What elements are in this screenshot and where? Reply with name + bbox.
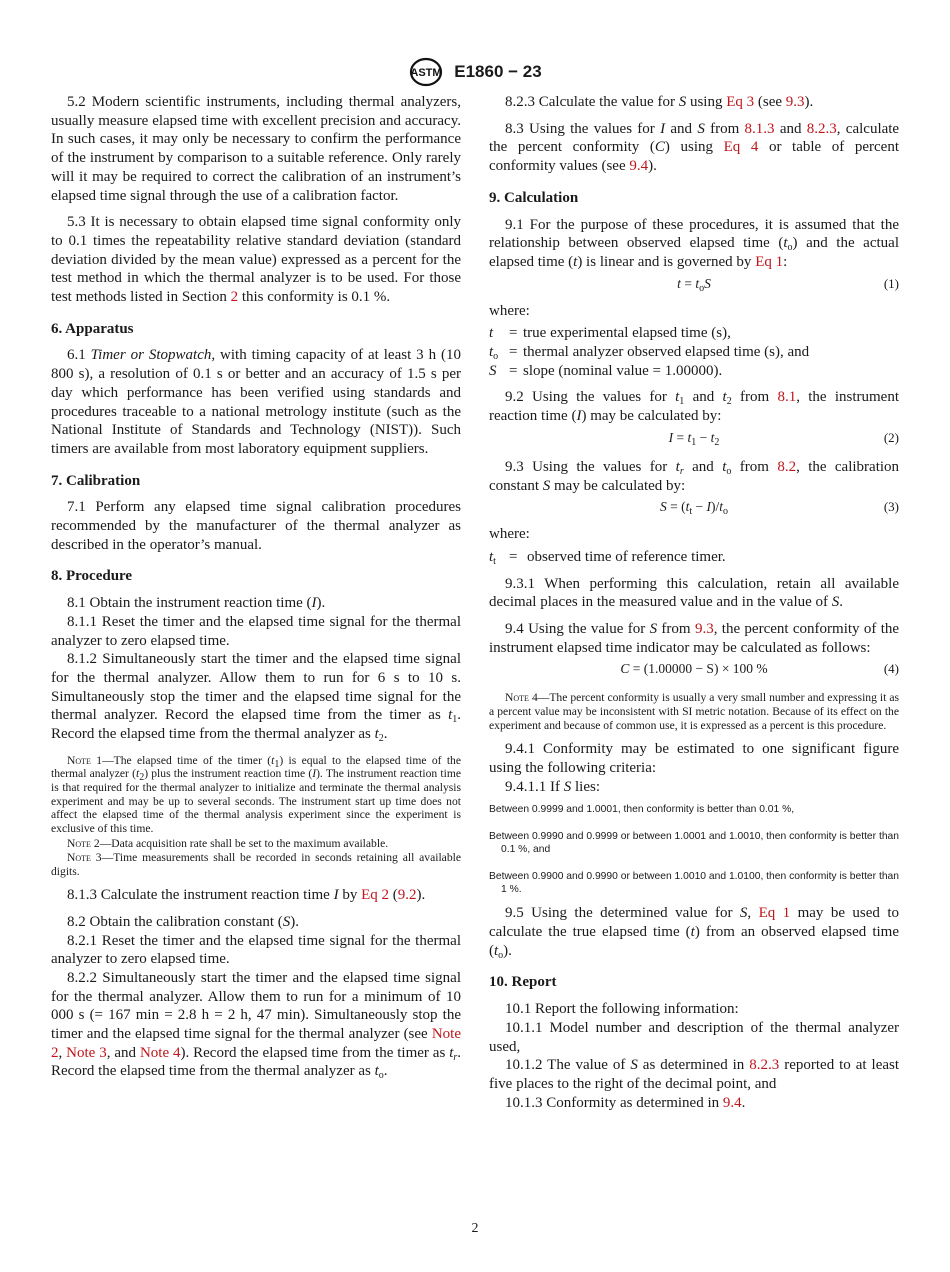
para-9-5: 9.5 Using the determined value for S, Eq 1 may be used to calculate the true elapsed time (t) from an observed elapsed time $(t_o)$. bbox=[489, 905, 899, 961]
para-8-1-3: 8.1.3 Calculate the instrument reaction time I by Eq 2 (9.2). bbox=[67, 887, 426, 904]
link-9-3b[interactable]: 9.3 bbox=[694, 621, 714, 638]
heading-report: 10. Report bbox=[489, 974, 557, 991]
where-label: where: bbox=[489, 302, 530, 319]
right-column bbox=[489, 93, 899, 1112]
equation-2: $I = t_1 - t_2$ (2) bbox=[668, 429, 899, 448]
para-9-2: 9.2 Using the values for $t_1$ and $t_2$ from 8.1, the instrument reaction time (I) may be calculated by: bbox=[489, 389, 899, 425]
svg-text:ASTM: ASTM bbox=[410, 67, 442, 79]
para-10-1-1: 10.1.1 Model number and description of the thermal analyzer used, bbox=[489, 1019, 899, 1055]
criterion-3: Between 0.9900 and 0.9990 or between 1.0010 and 1.0100, then conformity is better than 1 %. bbox=[489, 871, 899, 896]
para-8-1: 8.1 Obtain the instrument reaction time (I). bbox=[67, 595, 326, 612]
where-s: S = slope (nominal value = 1.00000). bbox=[489, 362, 723, 379]
link-eq-1b[interactable]: Eq 1 bbox=[758, 905, 791, 922]
criterion-2: Between 0.9990 and 0.9999 or between 1.0001 and 1.0010, then conformity is better than 0.1 %, and bbox=[489, 831, 899, 856]
where-tt: $t_t$ = observed time of reference timer. bbox=[489, 548, 726, 567]
link-section-2[interactable]: 2 bbox=[230, 289, 239, 306]
link-9-4[interactable]: 9.4 bbox=[629, 158, 649, 175]
para-9-4: 9.4 Using the value for S from 9.3, the percent conformity of the instrument elapsed time indicator may be calculated as follows: bbox=[489, 621, 900, 656]
para-10-1-3: 10.1.3 Conformity as determined in 9.4. bbox=[505, 1094, 746, 1111]
where-to: $t_o$ = thermal analyzer observed elapsed time (s), and bbox=[489, 344, 810, 363]
para-9-1: 9.1 For the purpose of these procedures, it is assumed that the relationship between observed elapsed time $(t_o)$ and the actual elapsed time (t) is linear and is governed by Eq 1: bbox=[489, 216, 899, 270]
link-8-2-3[interactable]: 8.2.3 bbox=[806, 120, 837, 137]
link-eq-1[interactable]: Eq 1 bbox=[755, 253, 784, 270]
criterion-1: Between 0.9999 and 1.0001, then conformity is better than 0.01 %, bbox=[489, 804, 795, 816]
para-10-1-2: 10.1.2 The value of S as determined in 8.2.3 reported to at least five places to the right of the decimal point, and bbox=[489, 1057, 900, 1092]
para-8-2: 8.2 Obtain the calibration constant (S). bbox=[67, 913, 300, 930]
left-column bbox=[51, 93, 461, 1081]
para-5-2: 5.2 Modern scientific instruments, including thermal analyzers, usually measure elapsed time with excellent precision and accuracy. In such cases, it may only be necessary to confirm the performance of the instrument by comparison to a suitable reference. Only rarely will it may be required to correct the calibration of an instrument’s elapsed time signal through the use of a calibration factor. bbox=[51, 94, 461, 204]
heading-calculation: 9. Calculation bbox=[489, 189, 579, 206]
note-4: Note 4—The percent conformity is usually a very small number and expressing it as a percent value may be inconsistent with SI metric notation. Because of its effect on the experiment and because of common use, it is expressed as a percent is this procedure. bbox=[489, 691, 899, 732]
para-8-2-1: 8.2.1 Reset the timer and the elapsed time signal for the thermal analyzer to zero elapsed time. bbox=[51, 932, 461, 968]
link-note-4[interactable]: Note 4 bbox=[139, 1044, 181, 1061]
para-9-4-1: 9.4.1 Conformity may be estimated to one significant figure using the following criteria: bbox=[489, 741, 899, 776]
link-8-1-3[interactable]: 8.1.3 bbox=[744, 120, 775, 137]
page-header bbox=[0, 57, 950, 87]
link-eq-3[interactable]: Eq 3 bbox=[726, 94, 755, 110]
para-10-1: 10.1 Report the following information: bbox=[505, 1001, 739, 1018]
heading-procedure: 8. Procedure bbox=[51, 568, 133, 585]
para-9-3-1: 9.3.1 When performing this calculation, retain all available decimal places in the measured value and in the value of S. bbox=[489, 575, 899, 611]
link-note-2[interactable]: Note 2 bbox=[51, 1026, 461, 1061]
heading-apparatus: 6. Apparatus bbox=[51, 320, 134, 337]
note-1: Note 1—The elapsed time of the timer $(t_1)$ is equal to the elapsed time of the thermal analyzer $(t_2)$ plus the instrument reaction time (I). The instrument reaction time is that required for the thermal analyzer to initialize and terminate the thermal analysis experiment and may be up to several seconds. The instrument start up time does not affect the elapsed time of the thermal analysis experiment since the experiment is exclusive of this time. bbox=[51, 753, 462, 835]
astm-logo-icon bbox=[408, 57, 444, 87]
link-9-3[interactable]: 9.3 bbox=[785, 94, 805, 110]
page-number: 2 bbox=[471, 1221, 479, 1236]
link-note-3[interactable]: Note 3 bbox=[66, 1044, 107, 1061]
link-8-2-3b[interactable]: 8.2.3 bbox=[749, 1057, 780, 1074]
heading-calibration: 7. Calibration bbox=[51, 472, 141, 489]
where-label-2: where: bbox=[489, 526, 530, 543]
para-8-1-2: 8.1.2 Simultaneously start the timer and the elapsed time signal for the thermal analyzer. Allow them to run for 6 s to 10 s. Simultaneously stop the timer and the elapsed time signal for the thermal analyzer. Record the elapsed time from the timer as $t_1$. Record the elapsed time from the thermal analyzer as $t_2$. bbox=[51, 651, 461, 745]
link-9-2[interactable]: 9.2 bbox=[397, 887, 417, 904]
equation-4: C = (1.00000 − S) × 100 % (4) bbox=[620, 661, 899, 677]
para-8-2-3: 8.2.3 Calculate the value for S using Eq 3 (see 9.3). bbox=[505, 94, 814, 110]
para-9-4-1-1: 9.4.1.1 If S lies: bbox=[505, 778, 600, 795]
note-2: Note 2—Data acquisition rate shall be set to the maximum available. bbox=[67, 837, 389, 851]
para-7-1: 7.1 Perform any elapsed time signal calibration procedures recommended by the manufacturer of the thermal analyzer as described in the operator’s manual. bbox=[51, 499, 461, 553]
para-8-2-2: 8.2.2 Simultaneously start the timer and the elapsed time signal for the thermal analyzer. Allow them to run for a minimum of 10 000 s (= 167 min = 2.8 h = 2 h, 47 min). Simultaneously stop the timer and the elapsed time signal for the thermal analyzer (see Note 2, Note 3, and Note 4). Record the elapsed time from the timer as $t_r$. Record the elapsed time from the thermal analyzer as $t_o$. bbox=[51, 969, 462, 1082]
equation-1: $t = t_oS$ (1) bbox=[677, 275, 899, 294]
where-t: t = true experimental elapsed time (s), bbox=[489, 325, 731, 342]
equation-3: $S = (t_t - I)/t_o$ (3) bbox=[659, 499, 899, 518]
para-6-1: 6.1 Timer or Stopwatch, with timing capacity of at least 3 h (10 800 s), a resolution of 0.1 s or better and an accuracy of 1.5 s per day which performance has been verified using standards and procedures traceable to a national metrology institute (such as the National Institute of Standards and Technology (NIST)). Such timers are available from most laboratory equipment suppliers. bbox=[51, 347, 461, 457]
link-9-4b[interactable]: 9.4 bbox=[722, 1094, 742, 1111]
para-5-3: 5.3 It is necessary to obtain elapsed time signal conformity only to 0.1 times the repeatability relative standard deviation (standard deviation divided by the mean value) expressed as a percent for the test method in which the thermal analyzer is to be used. For those test methods listed in Section 2 this conformity is 0.1 %. bbox=[51, 214, 461, 306]
note-3: Note 3—Time measurements shall be recorded in seconds retaining all available digits. bbox=[51, 850, 461, 878]
para-9-3: 9.3 Using the values for $t_r$ and $t_o$ from 8.2, the calibration constant S may be calculated by: bbox=[489, 458, 900, 494]
link-eq-2[interactable]: Eq 2 bbox=[361, 887, 390, 904]
document-code: E1860 − 23 bbox=[454, 62, 542, 81]
para-8-1-1: 8.1.1 Reset the timer and the elapsed time signal for the thermal analyzer to zero elapsed time. bbox=[51, 613, 461, 649]
link-8-1[interactable]: 8.1 bbox=[777, 389, 797, 406]
link-8-2[interactable]: 8.2 bbox=[777, 458, 797, 475]
para-8-3: 8.3 Using the values for I and S from 8.1.3 and 8.2.3, calculate the percent conformity (C) using Eq 4 or table of percent conformity values (see 9.4). bbox=[489, 120, 900, 175]
link-eq-4[interactable]: Eq 4 bbox=[723, 139, 759, 156]
